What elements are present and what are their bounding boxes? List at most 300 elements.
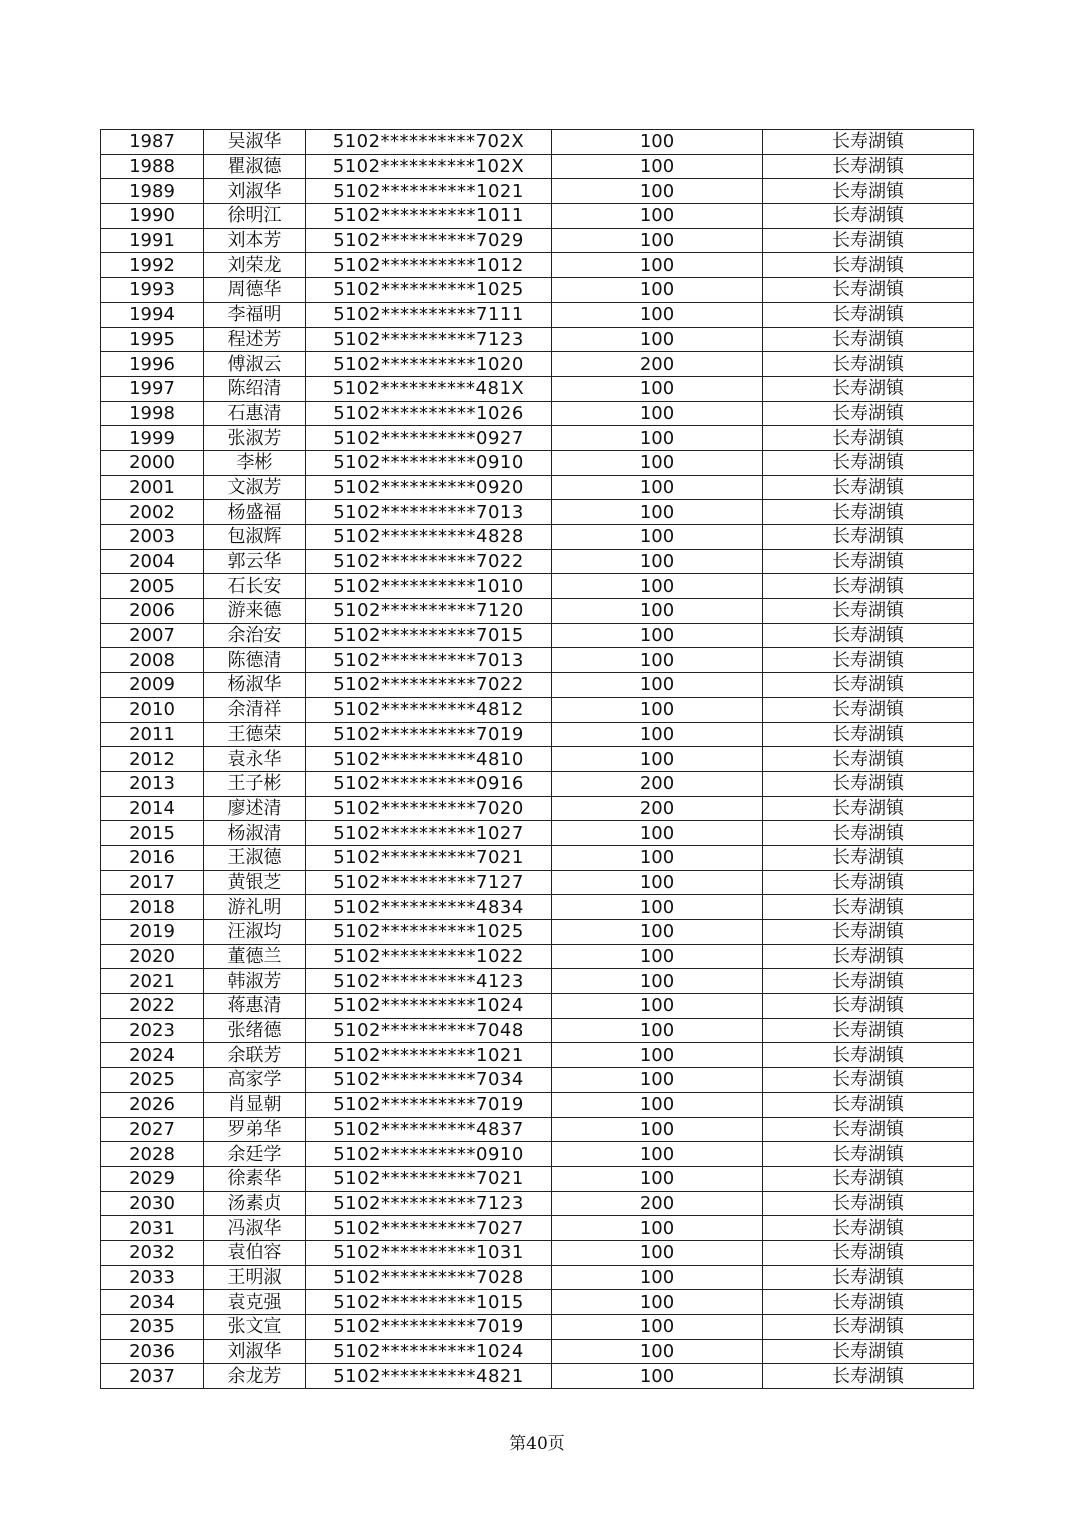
serial-cell: 2019 [101, 920, 204, 945]
id-number-cell: 5102**********1010 [306, 574, 552, 599]
amount-cell: 100 [552, 1117, 763, 1142]
id-number-cell: 5102**********4828 [306, 525, 552, 550]
table-row [101, 722, 974, 747]
table-row [101, 179, 974, 204]
amount-cell: 100 [552, 1290, 763, 1315]
serial-cell: 2032 [101, 1240, 204, 1265]
amount-cell: 100 [552, 401, 763, 426]
amount-cell: 100 [552, 1364, 763, 1389]
town-cell: 长寿湖镇 [763, 278, 974, 303]
town-cell: 长寿湖镇 [763, 1290, 974, 1315]
table-row [101, 673, 974, 698]
amount-cell: 100 [552, 1018, 763, 1043]
id-number-cell: 5102**********0916 [306, 771, 552, 796]
name-cell: 余龙芳 [204, 1364, 306, 1389]
town-cell: 长寿湖镇 [763, 352, 974, 377]
table-row [101, 1339, 974, 1364]
id-number-cell: 5102**********1022 [306, 944, 552, 969]
serial-cell: 2013 [101, 771, 204, 796]
amount-cell: 100 [552, 450, 763, 475]
amount-cell: 100 [552, 1142, 763, 1167]
serial-cell: 2000 [101, 450, 204, 475]
id-number-cell: 5102**********102X [306, 154, 552, 179]
town-cell: 长寿湖镇 [763, 994, 974, 1019]
town-cell: 长寿湖镇 [763, 1018, 974, 1043]
id-number-cell: 5102**********4837 [306, 1117, 552, 1142]
id-number-cell: 5102**********702X [306, 130, 552, 155]
town-cell: 长寿湖镇 [763, 648, 974, 673]
id-number-cell: 5102**********7123 [306, 1191, 552, 1216]
table-row [101, 969, 974, 994]
town-cell: 长寿湖镇 [763, 1216, 974, 1241]
table-row [101, 401, 974, 426]
table-row [101, 870, 974, 895]
id-number-cell: 5102**********1021 [306, 179, 552, 204]
amount-cell: 200 [552, 1191, 763, 1216]
town-cell: 长寿湖镇 [763, 1191, 974, 1216]
amount-cell: 100 [552, 821, 763, 846]
amount-cell: 100 [552, 154, 763, 179]
town-cell: 长寿湖镇 [763, 895, 974, 920]
table-row [101, 920, 974, 945]
name-cell: 李福明 [204, 302, 306, 327]
table-row [101, 1290, 974, 1315]
serial-cell: 2033 [101, 1265, 204, 1290]
serial-cell: 2030 [101, 1191, 204, 1216]
town-cell: 长寿湖镇 [763, 1265, 974, 1290]
table-row [101, 525, 974, 550]
amount-cell: 100 [552, 475, 763, 500]
amount-cell: 200 [552, 796, 763, 821]
name-cell: 包淑辉 [204, 525, 306, 550]
town-cell: 长寿湖镇 [763, 673, 974, 698]
name-cell: 李彬 [204, 450, 306, 475]
table-row [101, 475, 974, 500]
amount-cell: 100 [552, 697, 763, 722]
name-cell: 陈德清 [204, 648, 306, 673]
town-cell: 长寿湖镇 [763, 845, 974, 870]
amount-cell: 100 [552, 302, 763, 327]
amount-cell: 100 [552, 376, 763, 401]
name-cell: 张淑芳 [204, 426, 306, 451]
town-cell: 长寿湖镇 [763, 796, 974, 821]
serial-cell: 1987 [101, 130, 204, 155]
table-row [101, 1315, 974, 1340]
serial-cell: 2014 [101, 796, 204, 821]
town-cell: 长寿湖镇 [763, 253, 974, 278]
town-cell: 长寿湖镇 [763, 228, 974, 253]
name-cell: 程述芳 [204, 327, 306, 352]
table-row [101, 1018, 974, 1043]
amount-cell: 100 [552, 1315, 763, 1340]
amount-cell: 100 [552, 845, 763, 870]
amount-cell: 100 [552, 574, 763, 599]
amount-cell: 100 [552, 1240, 763, 1265]
serial-cell: 2020 [101, 944, 204, 969]
town-cell: 长寿湖镇 [763, 821, 974, 846]
name-cell: 余联芳 [204, 1043, 306, 1068]
id-number-cell: 5102**********1012 [306, 253, 552, 278]
serial-cell: 1993 [101, 278, 204, 303]
id-number-cell: 5102**********7019 [306, 722, 552, 747]
serial-cell: 1994 [101, 302, 204, 327]
id-number-cell: 5102**********7015 [306, 623, 552, 648]
town-cell: 长寿湖镇 [763, 401, 974, 426]
table-row [101, 450, 974, 475]
name-cell: 瞿淑德 [204, 154, 306, 179]
amount-cell: 100 [552, 747, 763, 772]
town-cell: 长寿湖镇 [763, 130, 974, 155]
table-row [101, 1068, 974, 1093]
serial-cell: 2026 [101, 1092, 204, 1117]
town-cell: 长寿湖镇 [763, 525, 974, 550]
name-cell: 石惠清 [204, 401, 306, 426]
table-row [101, 500, 974, 525]
table-row [101, 130, 974, 155]
table-row [101, 1265, 974, 1290]
name-cell: 余清祥 [204, 697, 306, 722]
name-cell: 张绪德 [204, 1018, 306, 1043]
town-cell: 长寿湖镇 [763, 1092, 974, 1117]
town-cell: 长寿湖镇 [763, 870, 974, 895]
town-cell: 长寿湖镇 [763, 1166, 974, 1191]
town-cell: 长寿湖镇 [763, 771, 974, 796]
town-cell: 长寿湖镇 [763, 623, 974, 648]
id-number-cell: 5102**********7048 [306, 1018, 552, 1043]
table-row [101, 574, 974, 599]
name-cell: 王德荣 [204, 722, 306, 747]
table-row [101, 821, 974, 846]
serial-cell: 2027 [101, 1117, 204, 1142]
name-cell: 郭云华 [204, 549, 306, 574]
id-number-cell: 5102**********0910 [306, 1142, 552, 1167]
serial-cell: 2010 [101, 697, 204, 722]
amount-cell: 100 [552, 1339, 763, 1364]
amount-cell: 100 [552, 327, 763, 352]
amount-cell: 100 [552, 253, 763, 278]
serial-cell: 2001 [101, 475, 204, 500]
table-row [101, 278, 974, 303]
table-row [101, 994, 974, 1019]
id-number-cell: 5102**********7027 [306, 1216, 552, 1241]
serial-cell: 2023 [101, 1018, 204, 1043]
town-cell: 长寿湖镇 [763, 549, 974, 574]
id-number-cell: 5102**********1026 [306, 401, 552, 426]
amount-cell: 100 [552, 944, 763, 969]
name-cell: 汤素贞 [204, 1191, 306, 1216]
amount-cell: 100 [552, 648, 763, 673]
serial-cell: 1995 [101, 327, 204, 352]
table-row [101, 771, 974, 796]
name-cell: 刘淑华 [204, 1339, 306, 1364]
table-row [101, 376, 974, 401]
name-cell: 王明淑 [204, 1265, 306, 1290]
town-cell: 长寿湖镇 [763, 1117, 974, 1142]
town-cell: 长寿湖镇 [763, 920, 974, 945]
amount-cell: 100 [552, 204, 763, 229]
roster-body [101, 130, 974, 1389]
name-cell: 傅淑云 [204, 352, 306, 377]
amount-cell: 100 [552, 1092, 763, 1117]
amount-cell: 100 [552, 549, 763, 574]
serial-cell: 2029 [101, 1166, 204, 1191]
table-row [101, 228, 974, 253]
id-number-cell: 5102**********7020 [306, 796, 552, 821]
town-cell: 长寿湖镇 [763, 154, 974, 179]
table-row [101, 599, 974, 624]
id-number-cell: 5102**********7127 [306, 870, 552, 895]
id-number-cell: 5102**********7013 [306, 648, 552, 673]
id-number-cell: 5102**********7021 [306, 1166, 552, 1191]
serial-cell: 2018 [101, 895, 204, 920]
name-cell: 徐明江 [204, 204, 306, 229]
town-cell: 长寿湖镇 [763, 500, 974, 525]
serial-cell: 2034 [101, 1290, 204, 1315]
amount-cell: 100 [552, 1216, 763, 1241]
name-cell: 袁永华 [204, 747, 306, 772]
table-row [101, 549, 974, 574]
table-row [101, 1216, 974, 1241]
town-cell: 长寿湖镇 [763, 376, 974, 401]
id-number-cell: 5102**********7034 [306, 1068, 552, 1093]
table-row [101, 327, 974, 352]
town-cell: 长寿湖镇 [763, 1315, 974, 1340]
serial-cell: 2003 [101, 525, 204, 550]
amount-cell: 100 [552, 920, 763, 945]
id-number-cell: 5102**********1025 [306, 278, 552, 303]
amount-cell: 100 [552, 870, 763, 895]
name-cell: 刘本芳 [204, 228, 306, 253]
id-number-cell: 5102**********7029 [306, 228, 552, 253]
name-cell: 张文宣 [204, 1315, 306, 1340]
id-number-cell: 5102**********4123 [306, 969, 552, 994]
name-cell: 袁克强 [204, 1290, 306, 1315]
amount-cell: 100 [552, 525, 763, 550]
name-cell: 高家学 [204, 1068, 306, 1093]
name-cell: 石长安 [204, 574, 306, 599]
town-cell: 长寿湖镇 [763, 1339, 974, 1364]
table-row [101, 302, 974, 327]
serial-cell: 2007 [101, 623, 204, 648]
serial-cell: 2036 [101, 1339, 204, 1364]
town-cell: 长寿湖镇 [763, 1364, 974, 1389]
id-number-cell: 5102**********7120 [306, 599, 552, 624]
id-number-cell: 5102**********481X [306, 376, 552, 401]
id-number-cell: 5102**********1011 [306, 204, 552, 229]
name-cell: 余廷学 [204, 1142, 306, 1167]
serial-cell: 1998 [101, 401, 204, 426]
amount-cell: 100 [552, 426, 763, 451]
id-number-cell: 5102**********1031 [306, 1240, 552, 1265]
page-number: 第40页 [509, 1434, 565, 1454]
id-number-cell: 5102**********4810 [306, 747, 552, 772]
id-number-cell: 5102**********1021 [306, 1043, 552, 1068]
name-cell: 游来德 [204, 599, 306, 624]
serial-cell: 2022 [101, 994, 204, 1019]
table-row [101, 845, 974, 870]
amount-cell: 100 [552, 500, 763, 525]
name-cell: 韩淑芳 [204, 969, 306, 994]
serial-cell: 1991 [101, 228, 204, 253]
id-number-cell: 5102**********4821 [306, 1364, 552, 1389]
name-cell: 吴淑华 [204, 130, 306, 155]
serial-cell: 2011 [101, 722, 204, 747]
id-number-cell: 5102**********7021 [306, 845, 552, 870]
table-row [101, 796, 974, 821]
name-cell: 王子彬 [204, 771, 306, 796]
serial-cell: 2015 [101, 821, 204, 846]
town-cell: 长寿湖镇 [763, 574, 974, 599]
table-row [101, 253, 974, 278]
serial-cell: 2021 [101, 969, 204, 994]
town-cell: 长寿湖镇 [763, 179, 974, 204]
id-number-cell: 5102**********7028 [306, 1265, 552, 1290]
name-cell: 王淑德 [204, 845, 306, 870]
town-cell: 长寿湖镇 [763, 327, 974, 352]
id-number-cell: 5102**********7123 [306, 327, 552, 352]
amount-cell: 100 [552, 673, 763, 698]
name-cell: 廖述清 [204, 796, 306, 821]
serial-cell: 1997 [101, 376, 204, 401]
town-cell: 长寿湖镇 [763, 426, 974, 451]
serial-cell: 2012 [101, 747, 204, 772]
name-cell: 陈绍清 [204, 376, 306, 401]
amount-cell: 100 [552, 1043, 763, 1068]
amount-cell: 100 [552, 1068, 763, 1093]
table-row [101, 154, 974, 179]
name-cell: 杨盛福 [204, 500, 306, 525]
town-cell: 长寿湖镇 [763, 475, 974, 500]
serial-cell: 2028 [101, 1142, 204, 1167]
name-cell: 刘荣龙 [204, 253, 306, 278]
serial-cell: 1990 [101, 204, 204, 229]
amount-cell: 100 [552, 969, 763, 994]
serial-cell: 2037 [101, 1364, 204, 1389]
table-row [101, 352, 974, 377]
table-row [101, 1043, 974, 1068]
table-row [101, 648, 974, 673]
serial-cell: 1996 [101, 352, 204, 377]
amount-cell: 100 [552, 722, 763, 747]
table-row [101, 747, 974, 772]
id-number-cell: 5102**********1027 [306, 821, 552, 846]
town-cell: 长寿湖镇 [763, 1142, 974, 1167]
id-number-cell: 5102**********7019 [306, 1315, 552, 1340]
id-number-cell: 5102**********7022 [306, 673, 552, 698]
id-number-cell: 5102**********4812 [306, 697, 552, 722]
serial-cell: 2008 [101, 648, 204, 673]
id-number-cell: 5102**********7013 [306, 500, 552, 525]
table-row [101, 426, 974, 451]
name-cell: 冯淑华 [204, 1216, 306, 1241]
serial-cell: 2005 [101, 574, 204, 599]
amount-cell: 100 [552, 895, 763, 920]
amount-cell: 200 [552, 352, 763, 377]
id-number-cell: 5102**********0927 [306, 426, 552, 451]
serial-cell: 2004 [101, 549, 204, 574]
name-cell: 杨淑华 [204, 673, 306, 698]
table-row [101, 1191, 974, 1216]
id-number-cell: 5102**********1025 [306, 920, 552, 945]
town-cell: 长寿湖镇 [763, 1240, 974, 1265]
id-number-cell: 5102**********4834 [306, 895, 552, 920]
amount-cell: 100 [552, 1265, 763, 1290]
name-cell: 董德兰 [204, 944, 306, 969]
amount-cell: 100 [552, 994, 763, 1019]
serial-cell: 2024 [101, 1043, 204, 1068]
serial-cell: 2025 [101, 1068, 204, 1093]
name-cell: 杨淑清 [204, 821, 306, 846]
name-cell: 蒋惠清 [204, 994, 306, 1019]
serial-cell: 2031 [101, 1216, 204, 1241]
name-cell: 汪淑均 [204, 920, 306, 945]
amount-cell: 100 [552, 599, 763, 624]
table-row [101, 895, 974, 920]
amount-cell: 100 [552, 130, 763, 155]
id-number-cell: 5102**********7019 [306, 1092, 552, 1117]
name-cell: 余治安 [204, 623, 306, 648]
name-cell: 袁伯容 [204, 1240, 306, 1265]
amount-cell: 100 [552, 623, 763, 648]
town-cell: 长寿湖镇 [763, 1068, 974, 1093]
id-number-cell: 5102**********0920 [306, 475, 552, 500]
town-cell: 长寿湖镇 [763, 722, 974, 747]
name-cell: 周德华 [204, 278, 306, 303]
amount-cell: 100 [552, 228, 763, 253]
serial-cell: 1988 [101, 154, 204, 179]
id-number-cell: 5102**********1020 [306, 352, 552, 377]
serial-cell: 1992 [101, 253, 204, 278]
name-cell: 黄银芝 [204, 870, 306, 895]
id-number-cell: 5102**********1024 [306, 1339, 552, 1364]
id-number-cell: 5102**********1024 [306, 994, 552, 1019]
table-row [101, 1240, 974, 1265]
town-cell: 长寿湖镇 [763, 1043, 974, 1068]
id-number-cell: 5102**********7022 [306, 549, 552, 574]
table-row [101, 944, 974, 969]
name-cell: 文淑芳 [204, 475, 306, 500]
town-cell: 长寿湖镇 [763, 969, 974, 994]
town-cell: 长寿湖镇 [763, 450, 974, 475]
name-cell: 游礼明 [204, 895, 306, 920]
roster-table [100, 129, 974, 1389]
table-row [101, 1364, 974, 1389]
table-row [101, 697, 974, 722]
id-number-cell: 5102**********7111 [306, 302, 552, 327]
town-cell: 长寿湖镇 [763, 599, 974, 624]
serial-cell: 2035 [101, 1315, 204, 1340]
town-cell: 长寿湖镇 [763, 697, 974, 722]
table-row [101, 623, 974, 648]
serial-cell: 2009 [101, 673, 204, 698]
table-row [101, 1166, 974, 1191]
town-cell: 长寿湖镇 [763, 302, 974, 327]
serial-cell: 2002 [101, 500, 204, 525]
table-row [101, 204, 974, 229]
serial-cell: 2006 [101, 599, 204, 624]
serial-cell: 2016 [101, 845, 204, 870]
amount-cell: 200 [552, 771, 763, 796]
serial-cell: 1989 [101, 179, 204, 204]
name-cell: 罗弟华 [204, 1117, 306, 1142]
name-cell: 刘淑华 [204, 179, 306, 204]
serial-cell: 2017 [101, 870, 204, 895]
table-row [101, 1092, 974, 1117]
id-number-cell: 5102**********1015 [306, 1290, 552, 1315]
amount-cell: 100 [552, 278, 763, 303]
name-cell: 肖显朝 [204, 1092, 306, 1117]
table-row [101, 1142, 974, 1167]
